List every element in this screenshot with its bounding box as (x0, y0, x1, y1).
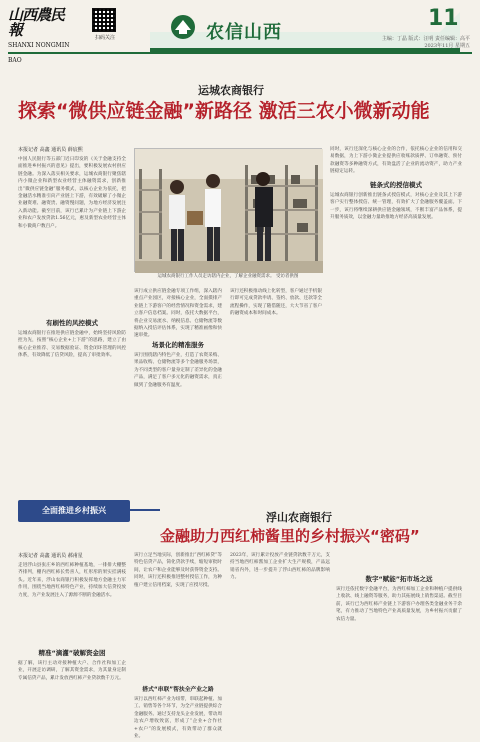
article1-col1: 中国人民银行等五部门近日印发的《关于金融支持全面推进乡村振兴的意见》提出，要积极发展农村供应链金融。为深入落实相关要求，运城农商银行聚焦辖内小微企业和新型农业经营主体融资需求，创新推出“微供应链金融”服务模式，以核心企业为依托，把金融活水精准引向产业链上下游，有效破解了小微企业融资难、融资贵、融资慢问题，为地方经济发展注入新动能。截至目前，该行已累计为产业链上下游企业和农户发放贷款1.56亿元，惠及新型农业经营主体和小微商户数百户。 (18, 157, 126, 229)
article2-col4: 2023年，该行累计投放产业链贷款数千万元，支持当地西红柿酱加工企业扩大生产规模，产品远销省内外，进一步提升了浮山西红柿的品牌影响力。 (230, 553, 330, 581)
article2-subhead-3: 数字“赋能”拓市场之远 (365, 575, 433, 583)
qr-code-icon (92, 8, 116, 32)
article1-byline: 本报记者 高鑫 通讯员 薛宸熙 (18, 147, 83, 153)
article1-col3: 该行还积极推动线上化转型，客户通过手机银行即可完成贷款申请、签约、放款、还款等全流程操作，实现了随借随还，大大节省了客户的融资成本和时间成本。 (230, 289, 322, 317)
article1-col4: 同时，该行还深化与核心企业的合作，依托核心企业的信用和交易数据，为上下游小微企业提供应收账款质押、订单融资、预付款融资等多种融资方式，有效盘活了企业的流动资产，助力产业链稳定运转。 (330, 147, 462, 175)
article1-photo (134, 148, 322, 272)
section-title: 农信山西 (206, 22, 282, 43)
article2-subhead-1: 精准“滴灌”破解资金困 (38, 649, 106, 657)
article1-kicker: 运城农商银行 (198, 84, 264, 97)
article1-subhead-3: 链条式的授信模式 (370, 181, 422, 189)
article2-col5: 该行还依托数字金融平台，为西红柿加工企业和种植户提供线上收款、线上融资等服务，助力其拓展线上销售渠道。截至目前，该行已为西红柿产业链上下游客户办理各类金融业务千余笔，有力推动了当地特色产业高质量发展，为乡村振兴贡献了农信力量。 (336, 587, 462, 622)
section-tag-rule (130, 509, 160, 511)
qr-caption: 扫码关注 (94, 35, 115, 41)
article1-headline: 探索“微供应链金融”新路径 激活三农小微新动能 (18, 100, 430, 122)
issue-info: 主编：丁晶 版式：汪明 责任编辑：高平 2023年11月 星期五 (381, 36, 470, 49)
article2-subhead-2: 搭式“串联”帮扶全产业之路 (142, 687, 214, 693)
article2-col1-cont: 据了解，该行主动对接种植大户、合作社和加工企业，开展走访调研，了解其资金需求，为其量身定制专属信贷产品，累计发放西红柿产业贷款数千万元。 (18, 661, 126, 681)
newspaper-logo: 山西農民報 SHANXI NONGMIN BAO (8, 6, 70, 64)
article2-kicker: 浮山农商银行 (266, 511, 332, 524)
article2-col2: 该行立足当地实际，创新推出“西红柿贷”等特色信贷产品，简化贷款手续，缩短审批时间，让农户和企业能够及时获得资金支持。同时，该行还积极推进整村授信工作，为种植户建立信用档案，实现了应授尽授。 (134, 553, 222, 588)
article2-col1: 走进浮山县张庄乡的西红柿种植基地，一排排大棚整齐排列，棚内西红柿长势喜人，红彤彤的果实挂满枝头。近年来，浮山农商银行积极发挥地方金融主力军作用，围绕当地西红柿特色产业，持续加大信贷投放力度，为产业发展注入了源源不断的金融活水。 (18, 563, 126, 598)
section-tag: 全面推进乡村振兴 (18, 500, 130, 522)
page-number: 11 (428, 6, 459, 31)
article2-col3: 该行以西红柿产业为纽带，串联起种植、加工、销售等各个环节，为全产业链提供综合金融服务。通过支持龙头企业发展，带动周边农户增收致富，形成了“企业+合作社+农户”的发展模式，有效带动了群众就业。 (134, 697, 222, 740)
article2-headline: 金融助力西红柿酱里的乡村振兴“密码” (160, 527, 420, 545)
rural-credit-logo-icon (170, 14, 196, 40)
article1-col2: 该行成立供应链金融专项工作组，深入辖内重点产业园区，对接核心企业，全面摸排产业链上下游客户的经营情况和资金需求，建立客户信息档案。同时，依托大数据平台，将企业交易流水、纳税信息、仓储物流等数据纳入授信评估体系，实现了精准画像和快速审批。 (134, 289, 222, 339)
article1-col1-cont: 运城农商银行在推进供应链金融中，始终坚持风险防控为先，按照“核心企业+上下游”的思路，建立了由核心企业推荐、交易数据验证、资金闭环管理的风控体系，有效降低了信贷风险，提高了审批效率。 (18, 331, 126, 359)
header-rule (8, 52, 472, 54)
article2-byline: 本报记者 高鑫 通讯员 郝甫星 (18, 553, 83, 559)
article1-subhead-2: 场景化的精准服务 (152, 341, 204, 349)
article1-col4-cont: 运城农商银行创新推出链条式授信模式，对核心企业及其上下游客户实行整体授信、统一管理，有效扩大了金融服务覆盖面。下一步，该行将继续深耕供应链金融领域，不断丰富产品体系，提升服务质效，以金融力量助推地方经济高质量发展。 (330, 193, 462, 221)
article1-photo-caption: 运城农商银行工作人员走访辖内企业，了解企业融资需求。 受访者供图 (157, 274, 299, 279)
article1-subhead-1: 有刷性的风控模式 (46, 319, 98, 327)
article1-col2-cont: 该行围绕辖内特色产业，打造了农资采购、果品收购、仓储物流等多个金融服务场景，为不同类型的客户量身定制了差异化的金融产品，满足了客户多元化的融资需求，真正做到了金融服务有温度。 (134, 353, 222, 388)
